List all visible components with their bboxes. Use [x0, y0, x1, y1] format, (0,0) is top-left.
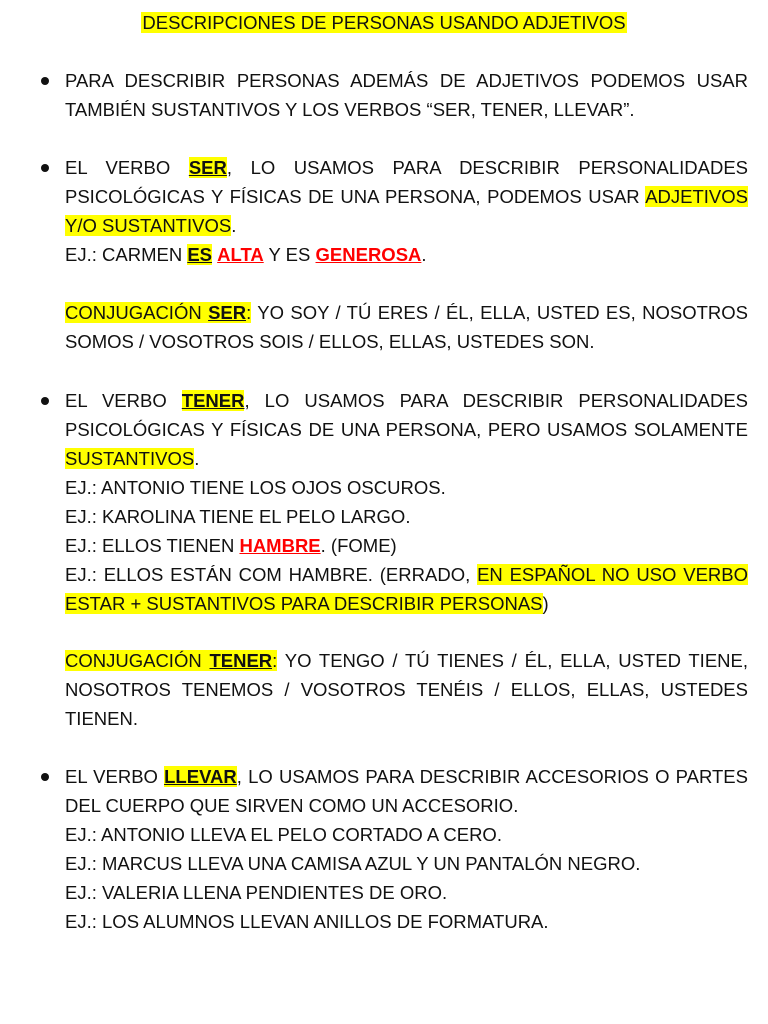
- llevar-example: EJ.: LOS ALUMNOS LLEVAN ANILLOS DE FORMATURA.: [65, 911, 549, 932]
- page-title-text: DESCRIPCIONES DE PERSONAS USANDO ADJETIVOS: [142, 12, 626, 33]
- tener-highlight: SUSTANTIVOS: [65, 448, 195, 469]
- conjugation-tener-verb: TENER: [209, 650, 273, 671]
- ser-verb: SER: [188, 157, 227, 178]
- tener-example: EJ.: ANTONIO TIENE LOS OJOS OSCUROS.: [65, 477, 446, 498]
- llevar-verb: LLEVAR: [164, 766, 237, 787]
- tener-example: EJ.: KAROLINA TIENE EL PELO LARGO.: [65, 506, 411, 527]
- tener-verb: TENER: [181, 390, 245, 411]
- bullet-icon: [38, 386, 52, 415]
- tener-example: EJ.: ELLOS TIENEN HAMBRE. (FOME): [65, 535, 397, 556]
- page-title: [0, 10, 768, 36]
- llevar-paragraph: EL VERBO LLEVAR, LO USAMOS PARA DESCRIBIR ACCESORIOS O PARTES DEL CUERPO QUE SIRVEN COMO UN ACCESORIO.: [65, 766, 748, 816]
- llevar-examples: [65, 820, 748, 936]
- tener-examples: [65, 473, 748, 560]
- tener-example-wrong: EJ.: ELLOS ESTÁN COM HAMBRE. (ERRADO, EN ESPAÑOL NO USO VERBO ESTAR + SUSTANTIVOS PARA DESCRIBIR PERSONAS): [65, 564, 749, 614]
- bullet-icon: [38, 153, 52, 182]
- ser-example-generosa: GENEROSA: [315, 244, 422, 265]
- ser-example-alta: ALTA: [217, 244, 264, 265]
- bullet-icon: [38, 762, 52, 791]
- llevar-example: EJ.: MARCUS LLEVA UNA CAMISA AZUL Y UN PANTALÓN NEGRO.: [65, 853, 641, 874]
- intro-paragraph: PARA DESCRIBIR PERSONAS ADEMÁS DE ADJETIVOS PODEMOS USAR TAMBIÉN SUSTANTIVOS Y LOS VERBOS “SER, TENER, LLEVAR”.: [65, 70, 748, 120]
- ser-example: EJ.: CARMEN ES ALTA Y ES GENEROSA.: [65, 244, 427, 265]
- conjugation-tener: CONJUGACIÓN TENER: YO TENGO / TÚ TIENES / ÉL, ELLA, USTED TIENE, NOSOTROS TENEMOS / VOSOTROS TENÉIS / ELLOS, ELLAS, USTEDES TIENEN.: [65, 650, 748, 729]
- ser-example-es: ES: [187, 244, 213, 265]
- ser-paragraph: EL VERBO SER, LO USAMOS PARA DESCRIBIR PERSONALIDADES PSICOLÓGICAS Y FÍSICAS DE UNA PERSONA, PODEMOS USAR ADJETIVOS Y/O SUSTANTIVOS.: [65, 157, 748, 236]
- tener-wrong-note: EN ESPAÑOL NO USO VERBO ESTAR + SUSTANTIVOS PARA DESCRIBIR PERSONAS: [65, 564, 749, 614]
- llevar-example: EJ.: VALERIA LLENA PENDIENTES DE ORO.: [65, 882, 448, 903]
- bullet-icon: [38, 66, 52, 95]
- llevar-example: EJ.: ANTONIO LLEVA EL PELO CORTADO A CERO.: [65, 824, 502, 845]
- ser-highlight: ADJETIVOS Y/O SUSTANTIVOS: [65, 186, 748, 236]
- tener-example-hambre: HAMBRE: [239, 535, 321, 556]
- conjugation-ser-verb: SER: [208, 302, 247, 323]
- conjugation-ser: CONJUGACIÓN SER: YO SOY / TÚ ERES / ÉL, ELLA, USTED ES, NOSOTROS SOMOS / VOSOTROS SOIS / ELLOS, ELLAS, USTEDES SON.: [65, 302, 748, 352]
- tener-paragraph: EL VERBO TENER, LO USAMOS PARA DESCRIBIR PERSONALIDADES PSICOLÓGICAS Y FÍSICAS DE UNA PERSONA, PERO USAMOS SOLAMENTE SUSTANTIVOS.: [65, 390, 748, 469]
